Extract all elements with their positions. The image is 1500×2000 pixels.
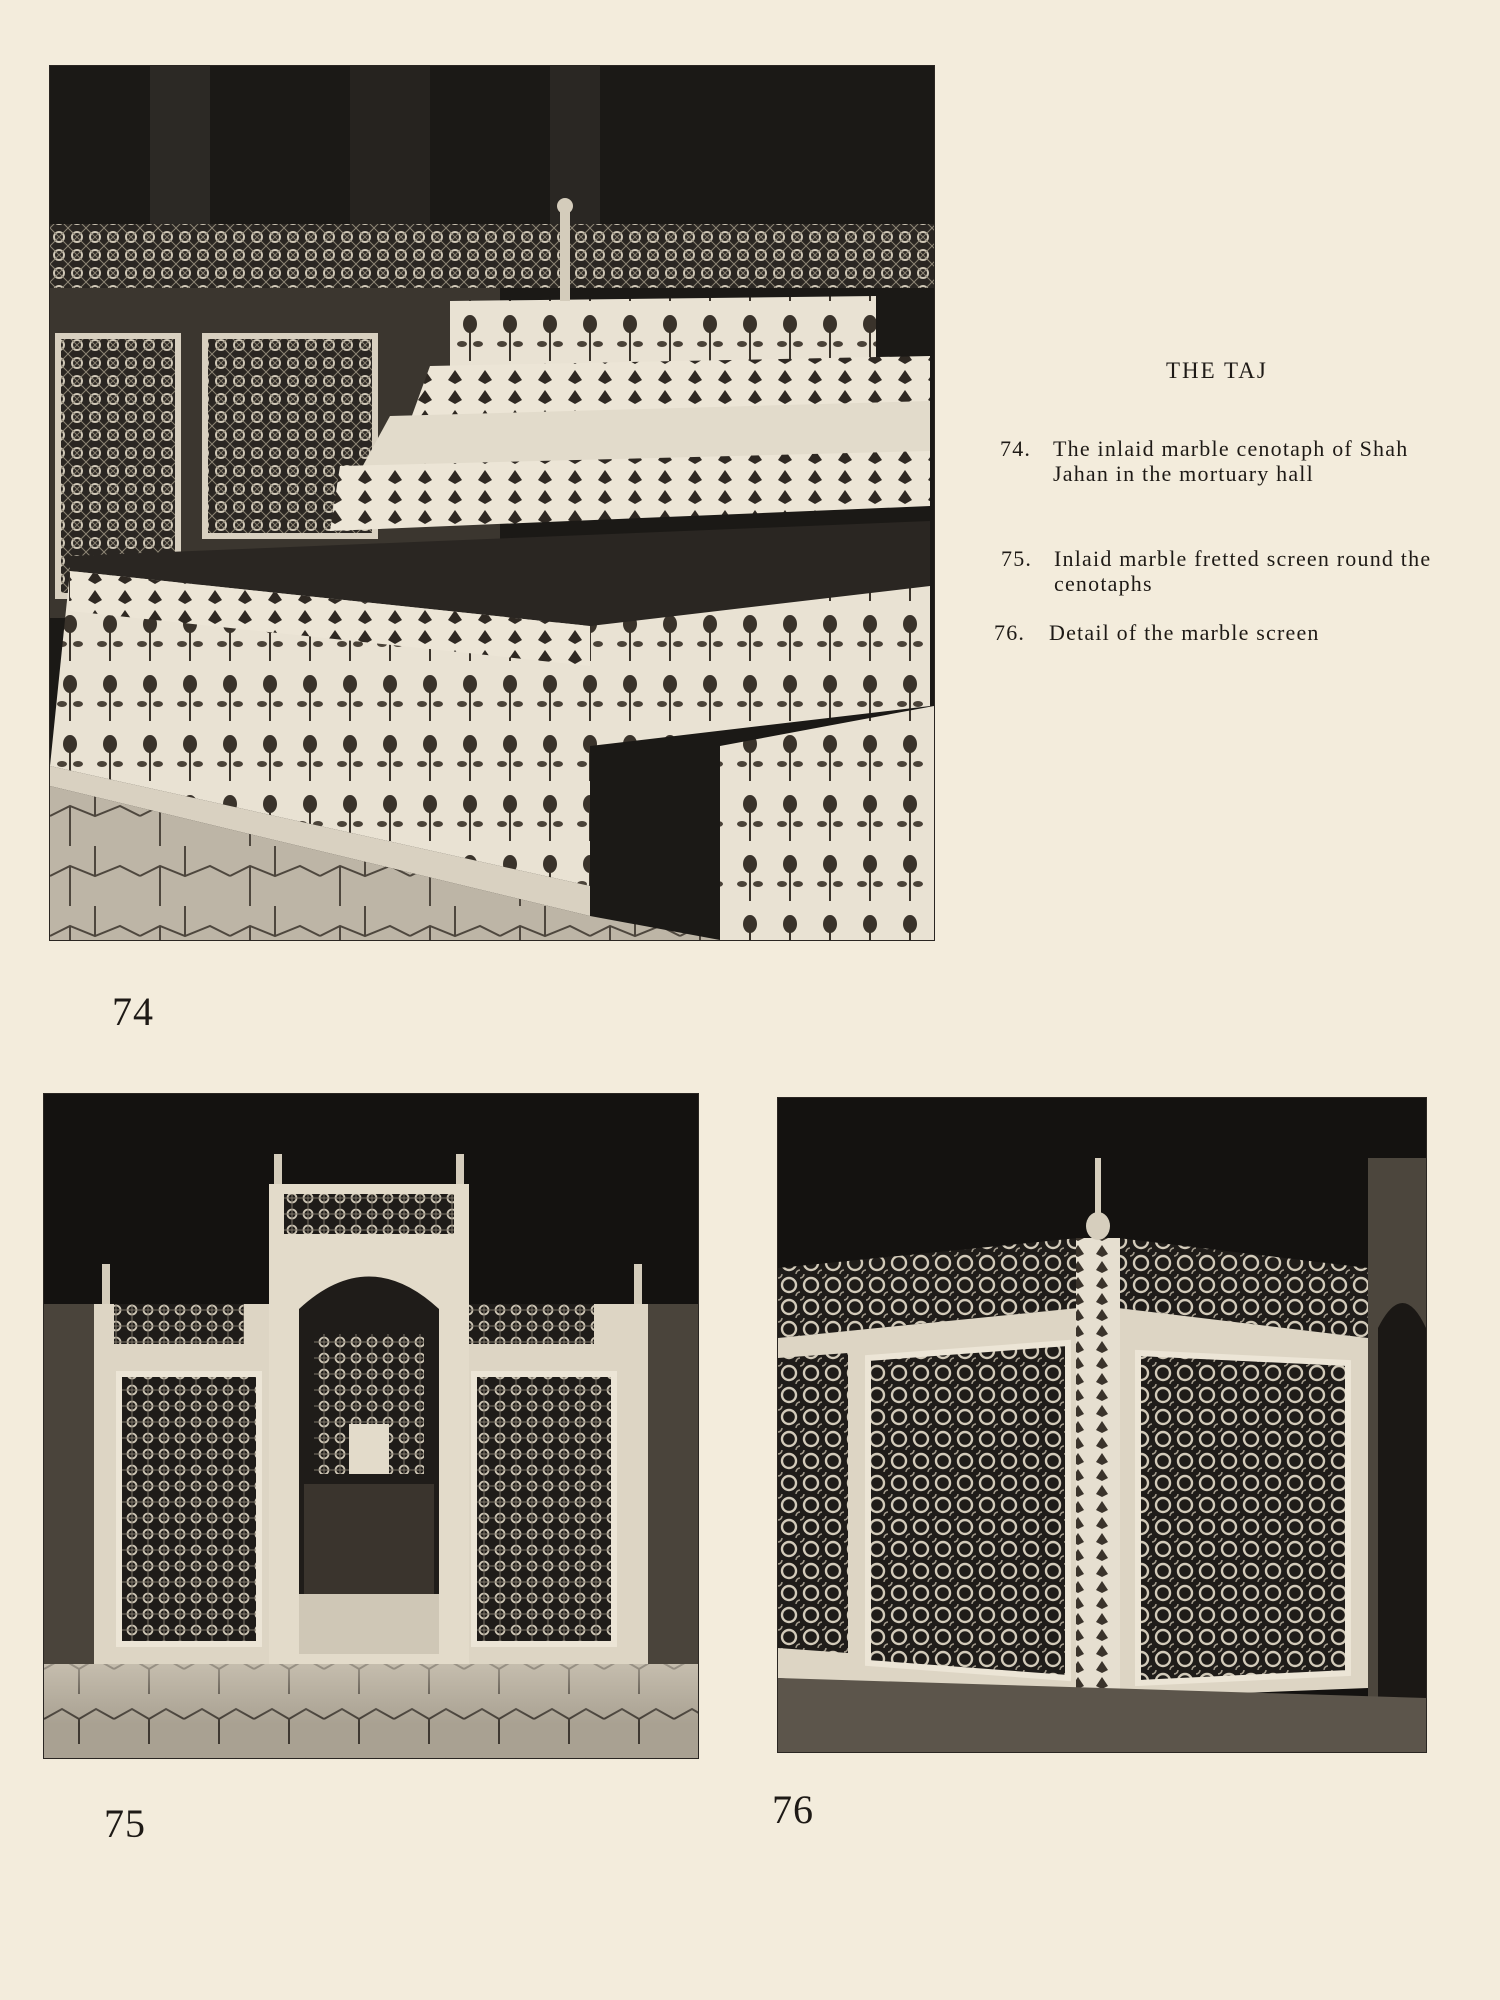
plate-label-76: 76	[772, 1787, 814, 1832]
plate-label-75: 75	[104, 1801, 146, 1846]
photo-plate-76	[778, 1098, 1426, 1752]
screen-detail-photo	[778, 1098, 1426, 1752]
plate-label-74: 74	[112, 989, 154, 1034]
caption-number: 76.	[994, 620, 1026, 645]
caption-text: The inlaid marble cenotaph of Shah Jahan in the mortuary hall	[1053, 436, 1409, 486]
caption-text: Inlaid marble fretted screen round the cenotaphs	[1054, 546, 1432, 596]
caption-number: 74.	[1000, 436, 1032, 461]
caption-number: 75.	[1001, 546, 1033, 571]
cenotaph-photo	[50, 66, 934, 940]
fretted-screen-photo	[44, 1094, 698, 1758]
photo-plate-74	[50, 66, 934, 940]
section-heading: THE TAJ	[1166, 358, 1268, 383]
photo-plate-75	[44, 1094, 698, 1758]
caption-text: Detail of the marble screen	[1049, 620, 1320, 645]
